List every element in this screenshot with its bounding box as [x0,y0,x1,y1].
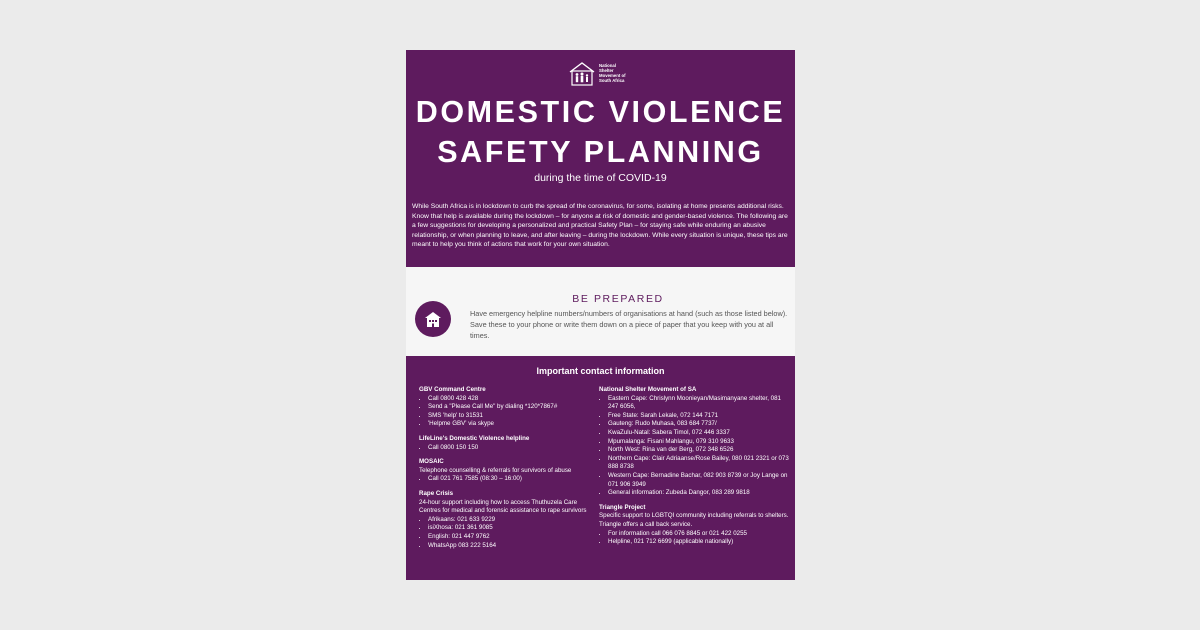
contact-list [419,444,597,453]
contact-item: • KwaZulu-Natal: Sabera Timol, 072 446 3337 [608,429,789,438]
contact-item: • Eastern Cape: Chrislynn Moonieyan/Masimanyane shelter, 081 247 6056, [608,395,789,412]
contact-list [599,530,789,547]
page-title-line-1: DOMESTIC VIOLENCE [415,95,786,129]
contact-item: • Call 0800 428 428 [428,395,597,404]
contact-item: • For information call 066 076 8845 or 021 422 0255 [608,530,789,539]
contact-item: • Mpumalanga: Fisani Mahlangu, 079 310 9633 [608,438,789,447]
contact-organisation [599,504,789,547]
contact-item: • Northern Cape: Clair Adriaanse/Rose Bailey, 080 021 2321 or 073 888 8738 [608,455,789,472]
contact-organisation [419,490,597,550]
organisation-description: 24-hour support including how to access Thuthuzela Care Centres for medical and forensic assistance to rape survivors [419,498,587,515]
organisation-name: MOSAIC [419,458,444,466]
contact-list [419,395,597,429]
logo-text: National Shelter Movement of South Africa [599,63,626,83]
contact-item: • WhatsApp 083 222 5164 [428,542,597,551]
organisation-name: LifeLine's Domestic Violence helpline [419,434,530,442]
contact-item: • Call 0800 150 150 [428,444,597,453]
contacts-heading: Important contact information [536,366,665,376]
contact-item: • isiXhosa: 021 361 9085 [428,524,597,533]
contact-item: • Gauteng: Rudo Muhasa, 083 684 7737/ [608,420,789,429]
page-subtitle: during the time of COVID-19 [534,172,667,184]
contact-item: • Send a "Please Call Me" by dialing *120*7867# [428,403,597,412]
house-icon [423,309,443,329]
organisation-name: Rape Crisis [419,489,454,497]
contact-item: • General information: Zubeda Dangor, 083 289 9818 [608,489,789,498]
organisation-description: Specific support to LGBTQI community including referrals to shelters. Triangle offers a call back service. [599,512,789,528]
be-prepared-title: BE PREPARED [572,293,664,305]
organisation-name: GBV Command Centre [419,386,486,393]
contact-item: • English: 021 447 9762 [428,533,597,542]
contact-item: • 'Helpme GBV' via skype [428,420,597,429]
contact-item: • Afrikaans: 021 633 9229 [428,516,597,525]
contacts-left-column [419,386,597,556]
intro-paragraph: While South Africa is in lockdown to curb the spread of the coronavirus, for some, isolating at home presents additional risks. Know that help is available during the lockdown – for anyone at risk of domestic and gender-based violence. The following are a few suggestions for developing a personalized and practical Safety Plan – for staying safe while enduring an abusive relationship, or when planning to leave, and after leaving – during the lockdown. While every situation is unique, these tips are meant to help you think of actions that work for your own situation. [412,203,788,249]
organisation-description: Telephone counselling & referrals for survivors of abuse [419,466,572,474]
contact-item: • North West: Rina van der Berg, 072 348 6526 [608,446,789,455]
logo [568,61,626,87]
be-prepared-section [406,267,795,356]
contact-organisation [419,458,597,484]
contact-list [419,475,597,484]
contact-list [419,516,597,550]
contact-item: • Call 021 761 7585 (08:30 – 16:00) [428,475,597,484]
organisation-name: National Shelter Movement of SA [599,386,697,393]
house-family-icon [568,61,596,87]
contacts-right-column [599,386,789,553]
organisation-name: Triangle Project [599,503,646,511]
be-prepared-text: Have emergency helpline numbers/numbers of organisations at hand (such as those listed below). Save these to your phone or write them down on a piece of paper that you keep with you at all times. [470,309,788,340]
contact-organisation [419,435,597,452]
prepared-icon-badge [415,301,451,337]
contact-item: • Helpline, 021 712 6699 (applicable nationally) [608,538,789,547]
contact-item: • SMS 'help' to 31531 [428,412,597,421]
contact-list [599,395,789,498]
contact-item: • Western Cape: Bernadine Bachar, 082 903 8739 or Joy Lange on 071 906 3949 [608,472,789,489]
safety-planning-poster [406,50,795,580]
page-title-line-2: SAFETY PLANNING [437,135,764,169]
contact-organisation [419,386,597,429]
contact-organisation [599,386,789,498]
contact-item: • Free State: Sarah Lekale, 072 144 7171 [608,412,789,421]
